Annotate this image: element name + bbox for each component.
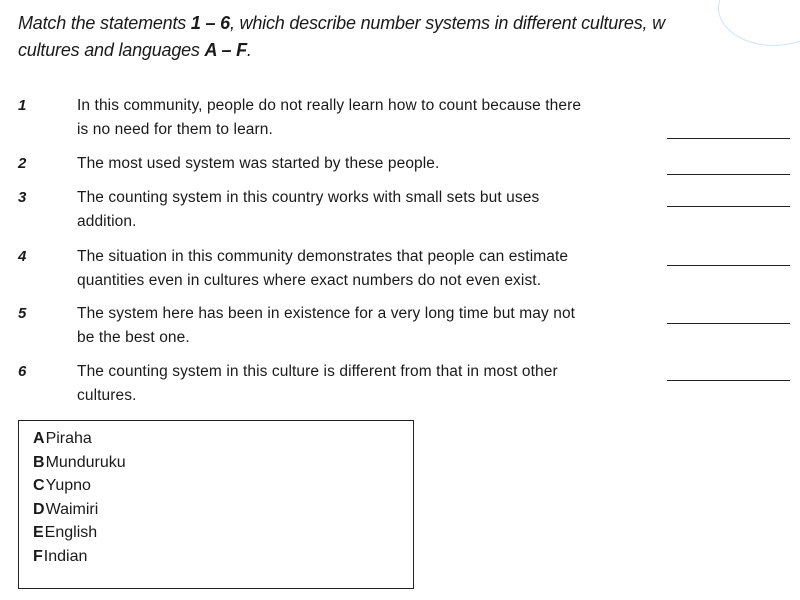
- instructions-text: Match the statements: [18, 13, 191, 33]
- statement-line: is no need for them to learn.: [77, 121, 273, 138]
- option-name: Piraha: [45, 430, 92, 447]
- statement-line: The system here has been in existence for a very long time but may not: [77, 305, 576, 322]
- statement-line: quantities even in cultures where exact numbers do not even exist.: [77, 272, 542, 289]
- instructions-text: .: [246, 40, 252, 60]
- statement-line: The counting system in this culture is different from that in most other: [77, 363, 558, 380]
- answer-blank-4[interactable]: [667, 265, 790, 266]
- option-letter: A: [33, 430, 45, 447]
- statement-line: The most used system was started by these people.: [77, 155, 440, 172]
- statement-text: [77, 245, 659, 293]
- statement-range: 1 – 6: [190, 13, 230, 33]
- option-name: Waimiri: [45, 500, 99, 518]
- option-letter: B: [33, 453, 45, 471]
- statement-line: addition.: [77, 213, 137, 230]
- answer-blank-5[interactable]: [667, 323, 790, 324]
- option-f: [33, 545, 413, 569]
- option-letter: C: [33, 477, 45, 494]
- instructions-text: , which describe number systems in different cultures, w: [229, 13, 665, 33]
- options-box: [18, 420, 414, 589]
- answer-blank-3[interactable]: [667, 206, 790, 207]
- option-c: [33, 474, 413, 498]
- statement-line: The counting system in this country works with small sets but uses: [77, 189, 540, 206]
- option-letter: F: [33, 547, 43, 565]
- option-d: [33, 498, 413, 522]
- statement-line: cultures.: [77, 387, 137, 404]
- statement-number: 5: [18, 305, 27, 322]
- option-letter: D: [33, 500, 45, 518]
- instructions-line-1: [18, 10, 734, 37]
- instructions-line-2: [18, 37, 734, 62]
- instructions: [18, 10, 734, 62]
- statement-text: [77, 152, 659, 176]
- statement-text: [77, 360, 659, 408]
- statement-number: 1: [18, 97, 27, 114]
- answer-blank-6[interactable]: [667, 380, 790, 381]
- answer-blank-1[interactable]: [667, 138, 790, 139]
- options-list: [19, 421, 413, 568]
- statement-line: The situation in this community demonstrates that people can estimate: [77, 248, 569, 265]
- statement-number: 2: [18, 155, 27, 172]
- option-range: A – F: [204, 40, 247, 60]
- statement-number: 3: [18, 189, 27, 206]
- option-b: [33, 451, 413, 475]
- option-letter: E: [33, 524, 44, 541]
- statement-text: [77, 94, 659, 142]
- instructions-text: cultures and languages: [18, 40, 205, 60]
- statement-line: be the best one.: [77, 329, 190, 346]
- statement-text: [77, 302, 659, 350]
- statement-line: In this community, people do not really learn how to count because there: [77, 97, 582, 114]
- option-name: Munduruku: [45, 453, 126, 471]
- statement-number: 4: [18, 248, 27, 265]
- option-a: [33, 427, 413, 451]
- option-e: [33, 521, 413, 545]
- option-name: English: [44, 524, 98, 541]
- statement-text: [77, 186, 659, 234]
- statement-number: 6: [18, 363, 27, 380]
- option-name: Yupno: [45, 477, 91, 494]
- answer-blank-2[interactable]: [667, 174, 790, 175]
- option-name: Indian: [43, 547, 88, 565]
